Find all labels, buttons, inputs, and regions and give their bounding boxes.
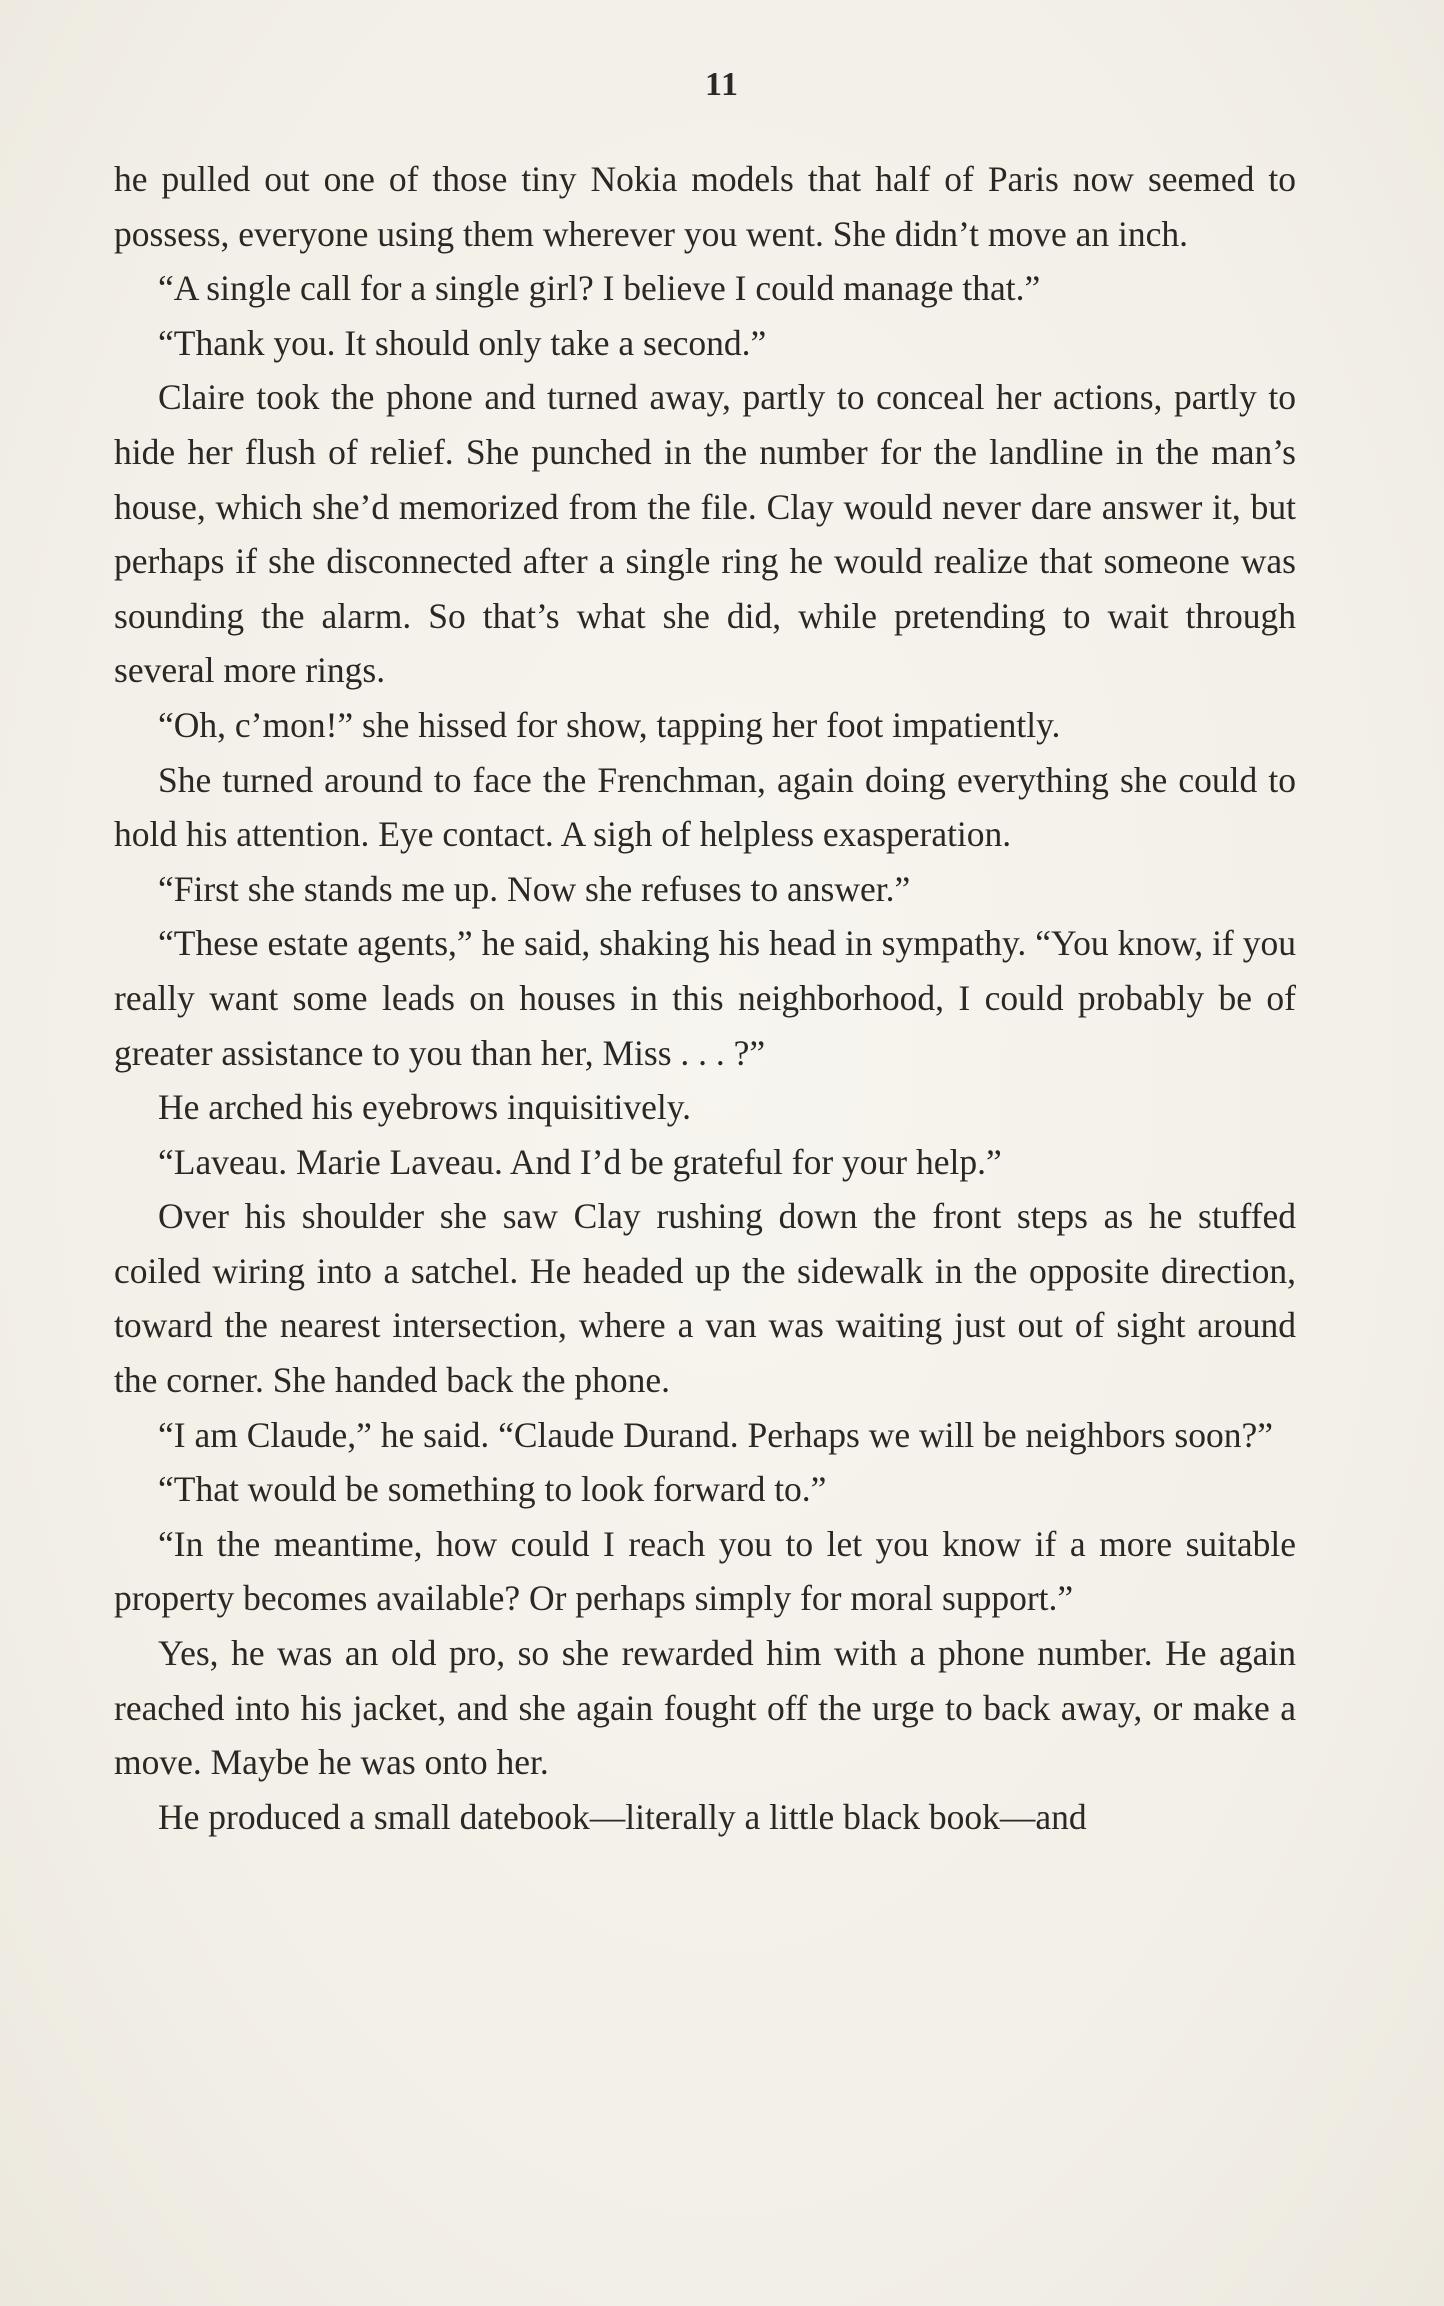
paragraph-2: “A single call for a single girl? I believe I could manage that.” [158,268,1041,309]
paragraph-4: Claire took the phone and turned away, partly to conceal her actions, partly to hide her flush of relief. She punched in the number for the landline in the man’s house, which she’d memorized from the file. Clay would never dare answer it, but perhaps if she disconnected after a single ring he would realize that someone was sounding the alarm. So that’s what she did, while pretending to wait through several more rings. [114,377,1296,691]
paragraph-16: He produced a small datebook—literally a little black book—and [158,1796,1087,1837]
paragraph-14: “In the meantime, how could I reach you to let you know if a more suitable property becomes available? Or perhaps simply for moral support.” [114,1523,1296,1619]
paragraph-6: She turned around to face the Frenchman, again doing everything she could to hold his attention. Eye contact. A sigh of helpless exasperation. [114,759,1296,855]
paragraph-3: “Thank you. It should only take a second.” [158,322,767,363]
paragraph-7: “First she stands me up. Now she refuses to answer.” [158,868,911,909]
paragraph-8: “These estate agents,” he said, shaking his head in sympathy. “You know, if you really want some leads on houses in this neighborhood, I could probably be of greater assistance to you than her, Miss . . . ?” [114,923,1296,1073]
body-text [114,152,1296,1844]
paragraph-1: he pulled out one of those tiny Nokia models that half of Paris now seemed to possess, everyone using them wherever you went. She didn’t move an inch. [114,159,1296,254]
paragraph-5: “Oh, c’mon!” she hissed for show, tapping her foot impatiently. [158,704,1061,745]
paragraph-9: He arched his eyebrows inquisitively. [158,1087,692,1128]
paragraph-15: Yes, he was an old pro, so she rewarded him with a phone number. He again reached into his jacket, and she again fought off the urge to back away, or make a move. Maybe he was onto her. [114,1633,1296,1783]
paragraph-10: “Laveau. Marie Laveau. And I’d be grateful for your help.” [158,1141,1002,1182]
paragraph-13: “That would be something to look forward to.” [158,1469,827,1510]
paragraph-12: “I am Claude,” he said. “Claude Durand. Perhaps we will be neighbors soon?” [158,1414,1273,1455]
paragraph-11: Over his shoulder she saw Clay rushing down the front steps as he stuffed coiled wiring into a satchel. He headed up the sidewalk in the opposite direction, toward the nearest intersection, where a van was waiting just out of sight around the corner. She handed back the phone. [114,1196,1296,1401]
page-number: 11 [704,66,740,103]
